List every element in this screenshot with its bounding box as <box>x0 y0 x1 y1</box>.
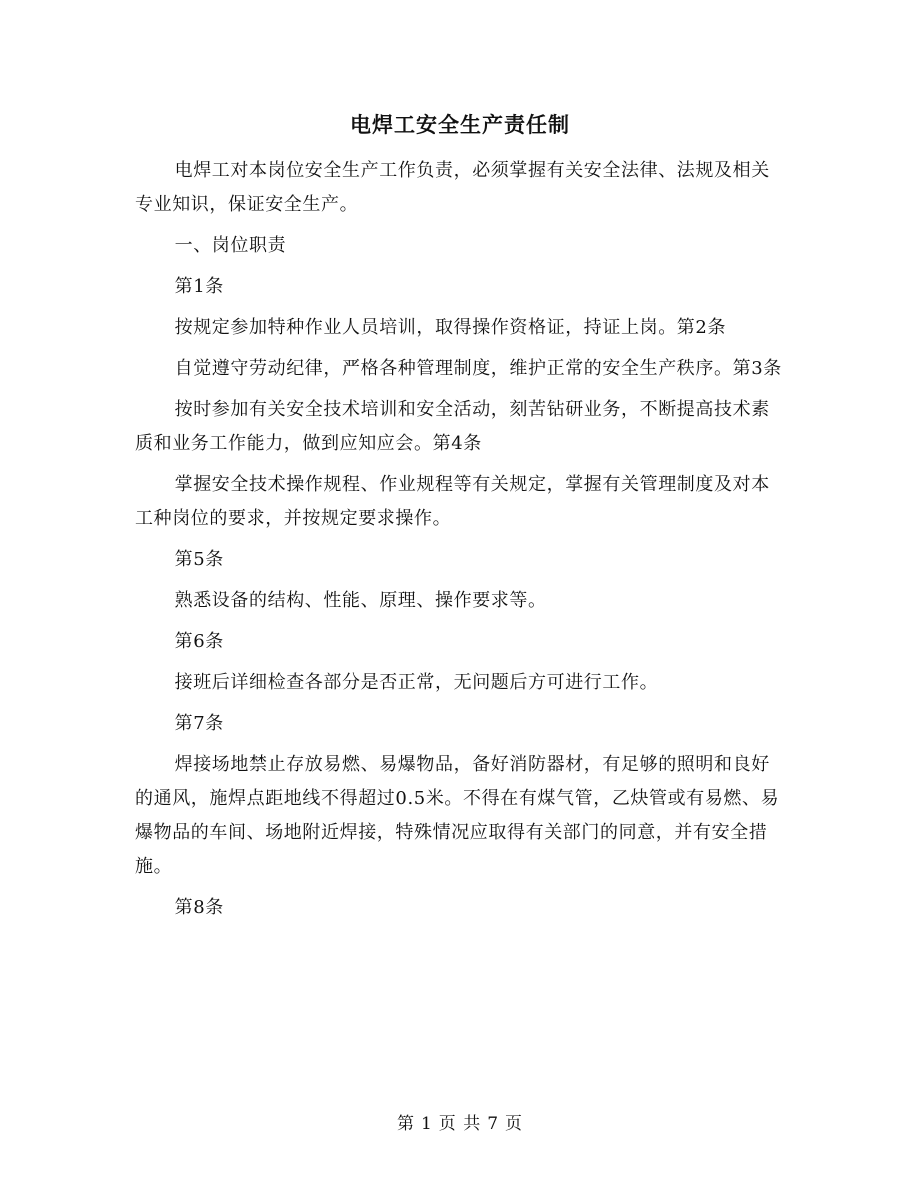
page-footer <box>0 1111 920 1137</box>
total-pages: 7 <box>487 1114 500 1134</box>
section-heading: 一、岗位职责 <box>174 235 287 256</box>
article-paragraph: 掌握安全技术操作规程、作业规程等有关规定，掌握有关管理制度及对本工种岗位的要求，并按规定要求操作。 <box>135 474 770 529</box>
article-label: 第7条 <box>174 713 224 734</box>
article-paragraph: 接班后详细检查各部分是否正常，无问题后方可进行工作。 <box>174 672 659 693</box>
article-paragraph: 自觉遵守劳动纪律，严格各种管理制度，维护正常的安全生产秩序。第3条 <box>174 358 782 379</box>
document-body <box>135 154 785 932</box>
article-paragraph: 熟悉设备的结构、性能、原理、操作要求等。 <box>174 590 547 611</box>
intro-paragraph: 电焊工对本岗位安全生产工作负责，必须掌握有关安全法律、法规及相关专业知识，保证安全生产。 <box>135 160 770 215</box>
page-label-suffix: 页 <box>505 1114 524 1134</box>
article-label: 第5条 <box>174 549 224 570</box>
article-paragraph: 按规定参加特种作业人员培训，取得操作资格证，持证上岗。第2条 <box>174 317 727 338</box>
page-number: 1 <box>420 1114 433 1134</box>
article-label: 第1条 <box>174 276 224 297</box>
article-label: 第8条 <box>174 897 224 918</box>
article-paragraph: 按时参加有关安全技术培训和安全活动，刻苦钻研业务，不断提高技术素质和业务工作能力，做到应知应会。第4条 <box>135 399 770 454</box>
article-label: 第6条 <box>174 631 224 652</box>
page-label-mid: 页 共 <box>438 1114 482 1134</box>
article-paragraph: 焊接场地禁止存放易燃、易爆物品，备好消防器材，有足够的照明和良好的通风，施焊点距地线不得超过0.5米。不得在有煤气管，乙炔管或有易燃、易爆物品的车间、场地附近焊接，特殊情况应取得有关部门的同意，并有安全措施。 <box>135 754 780 877</box>
document-title: 电焊工安全生产责任制 <box>350 112 570 137</box>
page-label-prefix: 第 <box>396 1114 415 1134</box>
